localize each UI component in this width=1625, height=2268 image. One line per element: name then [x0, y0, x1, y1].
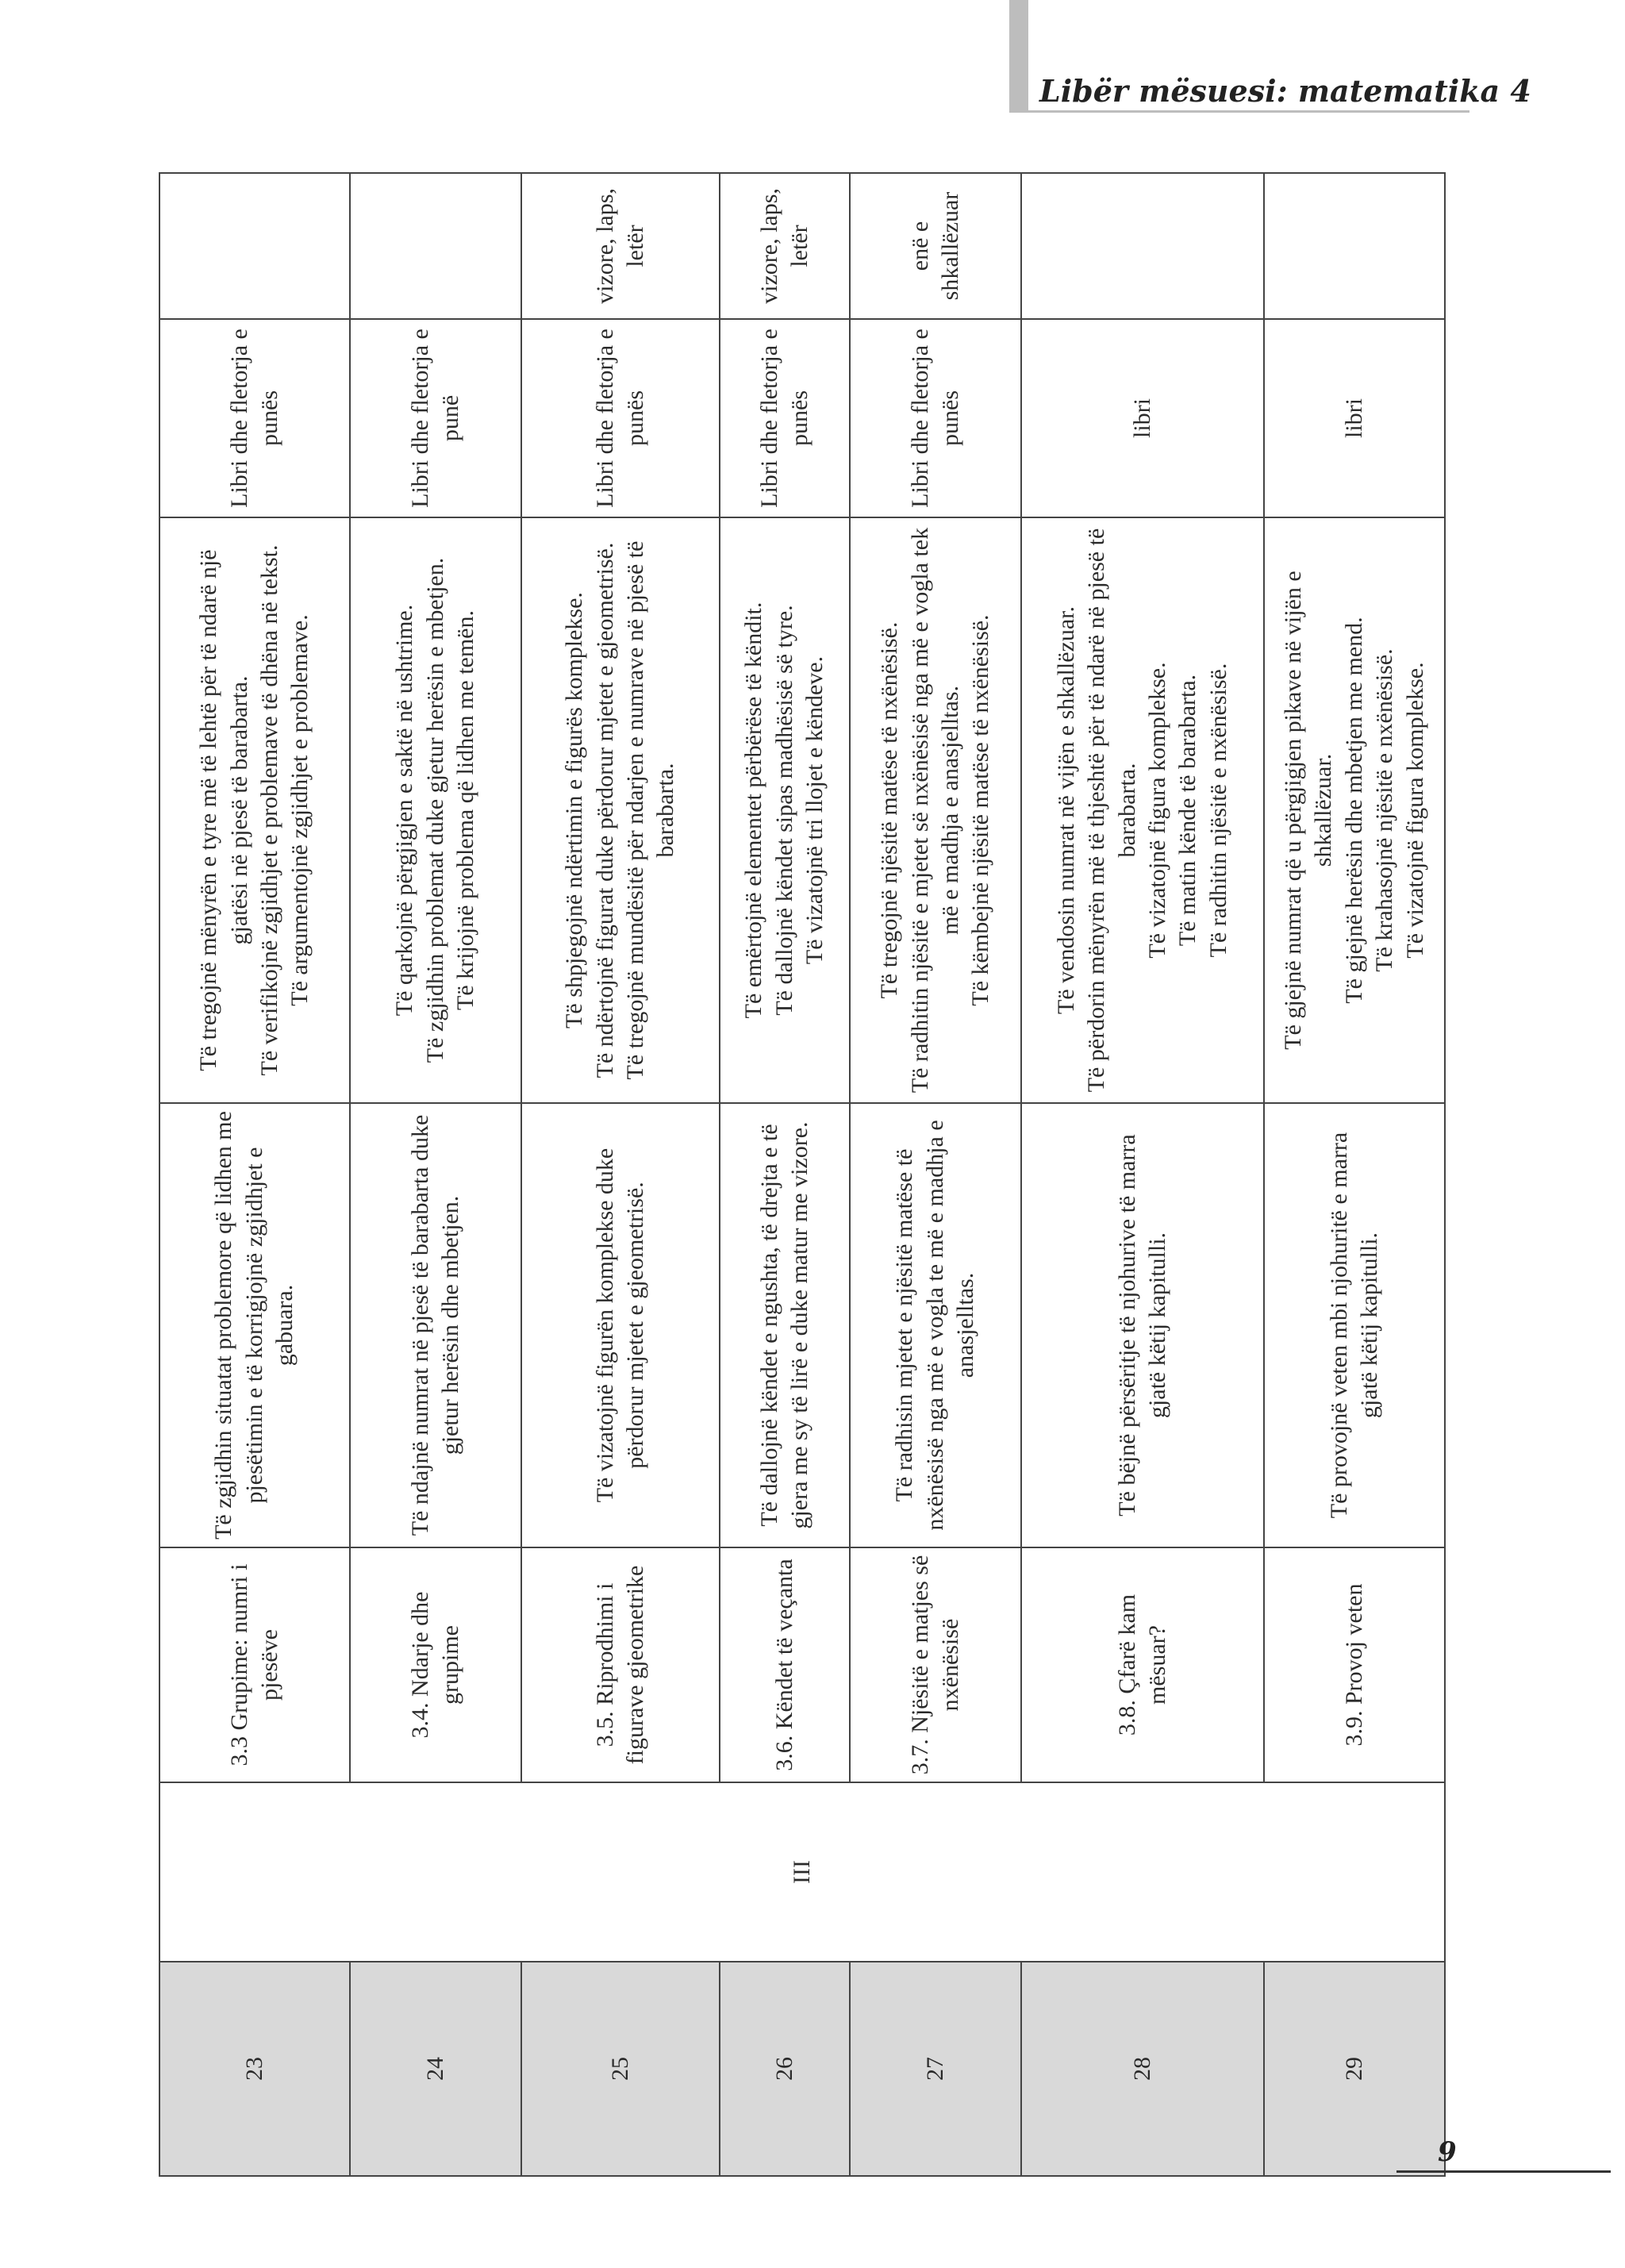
lesson-situation: Të ndajnë numrat në pjesë të barabarta duke gjetur herësin dhe mbetjen.	[350, 1103, 521, 1547]
lesson-resources: Libri dhe fletorja e punë	[350, 319, 521, 517]
header-accent-bar	[1009, 0, 1028, 111]
lesson-number: 25	[521, 1962, 720, 2176]
page-header-title: Libër mësuesi: matematika 4	[1039, 73, 1531, 109]
objective-item: Të dallojnë këndet sipas madhësisë së tyre.	[770, 605, 797, 1016]
objective-item: Të gjejnë herësin dhe mbetjen me mend.	[1340, 617, 1367, 1004]
unit-label: III	[159, 1782, 1445, 1962]
objective-item: Të argumentojnë zgjidhjet e problemave.	[286, 614, 313, 1006]
lesson-number: 26	[720, 1962, 850, 2176]
lesson-materials	[1021, 173, 1264, 319]
lesson-materials	[350, 173, 521, 319]
objective-item: Të zgjidhin problemat duke gjetur herësin e mbetjen.	[421, 557, 448, 1063]
lesson-objectives	[159, 517, 350, 1103]
lesson-plan-table	[159, 172, 1446, 2177]
lesson-topic: 3.4. Ndarje dhe grupime	[350, 1547, 521, 1782]
objective-item: Të qarkojnë përgjigjen e saktë në ushtrime.	[391, 604, 418, 1017]
lesson-number: 28	[1021, 1962, 1264, 2176]
objective-item: Të krijojnë problema që lidhen me temën.	[452, 610, 479, 1010]
lesson-objectives	[1021, 517, 1264, 1103]
objective-item: Të gjejnë numrat që u përgjigjen pikave në vijën e shkallëzuar.	[1280, 571, 1337, 1050]
lesson-number: 27	[850, 1962, 1021, 2176]
objective-item: Të vizatojnë tri llojet e këndeve.	[801, 655, 828, 965]
objective-item: Të radhitin njësitë e nxënësisë.	[1204, 663, 1231, 958]
lesson-resources: libri	[1021, 319, 1264, 517]
lesson-objectives	[1264, 517, 1445, 1103]
lesson-objectives	[850, 517, 1021, 1103]
lesson-situation: Të vizatojnë figurën komplekse duke përdorur mjetet e gjeometrisë.	[521, 1103, 720, 1547]
objective-item: Të ndërtojnë figurat duke përdorur mjetet e gjeometrisë.	[591, 542, 618, 1078]
lesson-topic: 3.3 Grupime: numri i pjesëve	[159, 1547, 350, 1782]
objective-item: Të verifikojnë zgjidhjet e problemave të dhëna në tekst.	[256, 544, 282, 1076]
objective-item: Të matin kënde të barabarta.	[1174, 674, 1201, 947]
lesson-resources: Libri dhe fletorja e punës	[521, 319, 720, 517]
rotated-table-container	[159, 174, 1444, 2177]
table-row	[159, 173, 350, 2176]
objective-item: Të këmbejnë njësitë matëse të nxënësisë.	[967, 614, 994, 1006]
lesson-objectives	[720, 517, 850, 1103]
lesson-topic: 3.6. Këndet të veçanta	[720, 1547, 850, 1782]
lesson-situation: Të zgjidhin situatat problemore që lidhen me pjesëtimin e të korrigjojnë zgjidhjet e gabuara.	[159, 1103, 350, 1547]
objective-item: Të vendosin numrat në vijën e shkallëzuar.	[1052, 606, 1079, 1014]
lesson-materials: vizore, laps, letër	[521, 173, 720, 319]
lesson-objectives	[521, 517, 720, 1103]
objective-item: Të shpjegojnë ndërtimin e figurës komplekse.	[561, 592, 588, 1028]
lesson-topic: 3.8. Çfarë kam mësuar?	[1021, 1547, 1264, 1782]
objective-item: Të radhitin njësitë e mjetet së nxënësisë nga më e vogla tek më e madhja e anasjelltas.	[906, 527, 963, 1094]
lesson-materials: vizore, laps, letër	[720, 173, 850, 319]
lesson-situation: Të dallojnë këndet e ngushta, të drejta e të gjera me sy të lirë e duke matur me vizore.	[720, 1103, 850, 1547]
objective-item: Të krahasojnë njësitë e nxënësisë.	[1371, 648, 1398, 972]
objective-item: Të emërtojnë elementet përbërëse të këndit.	[740, 602, 767, 1019]
lesson-situation: Të radhisin mjetet e njësitë matëse të nxënësisë nga më e vogla te më e madhja e anasjelltas.	[850, 1103, 1021, 1547]
lesson-topic: 3.5. Riprodhimi i figurave gjeometrike	[521, 1547, 720, 1782]
lesson-number: 23	[159, 1962, 350, 2176]
objective-item: Të përdorin mënyrën më të thjeshtë për të ndarë në pjesë të barabarta.	[1083, 528, 1140, 1093]
footer-rule	[1396, 2170, 1611, 2173]
lesson-resources: Libri dhe fletorja e punës	[720, 319, 850, 517]
objective-item: Të vizatojnë figura komplekse.	[1401, 662, 1428, 959]
objective-item: Të vizatojnë figura komplekse.	[1144, 662, 1170, 959]
lesson-number: 29	[1264, 1962, 1445, 2176]
objective-item: Të tregojnë mënyrën e tyre më të lehtë për të ndarë një gjatësi në pjesë të barabarta.	[195, 549, 252, 1071]
lesson-situation: Të provojnë veten mbi njohuritë e marra gjatë këtij kapitulli.	[1264, 1103, 1445, 1547]
lesson-objectives	[350, 517, 521, 1103]
lesson-situation: Të bëjnë përsëritje të njohurive të marra gjatë këtij kapitulli.	[1021, 1103, 1264, 1547]
page-number: 9	[1438, 2136, 1457, 2168]
header-rule	[1009, 110, 1469, 113]
objective-item: Të tregojnë njësitë matëse të nxënësisë.	[876, 621, 903, 999]
lesson-number: 24	[350, 1962, 521, 2176]
lesson-materials	[159, 173, 350, 319]
lesson-resources: libri	[1264, 319, 1445, 517]
objective-item: Të tregojnë mundësitë për ndarjen e numrave në pjesë të barabarta.	[622, 540, 679, 1080]
lesson-resources: Libri dhe fletorja e punës	[159, 319, 350, 517]
lesson-materials: enë e shkallëzuar	[850, 173, 1021, 319]
lesson-topic: 3.7. Njësitë e matjes së nxënësisë	[850, 1547, 1021, 1782]
lesson-resources: Libri dhe fletorja e punës	[850, 319, 1021, 517]
lesson-topic: 3.9. Provoj veten	[1264, 1547, 1445, 1782]
lesson-materials	[1264, 173, 1445, 319]
